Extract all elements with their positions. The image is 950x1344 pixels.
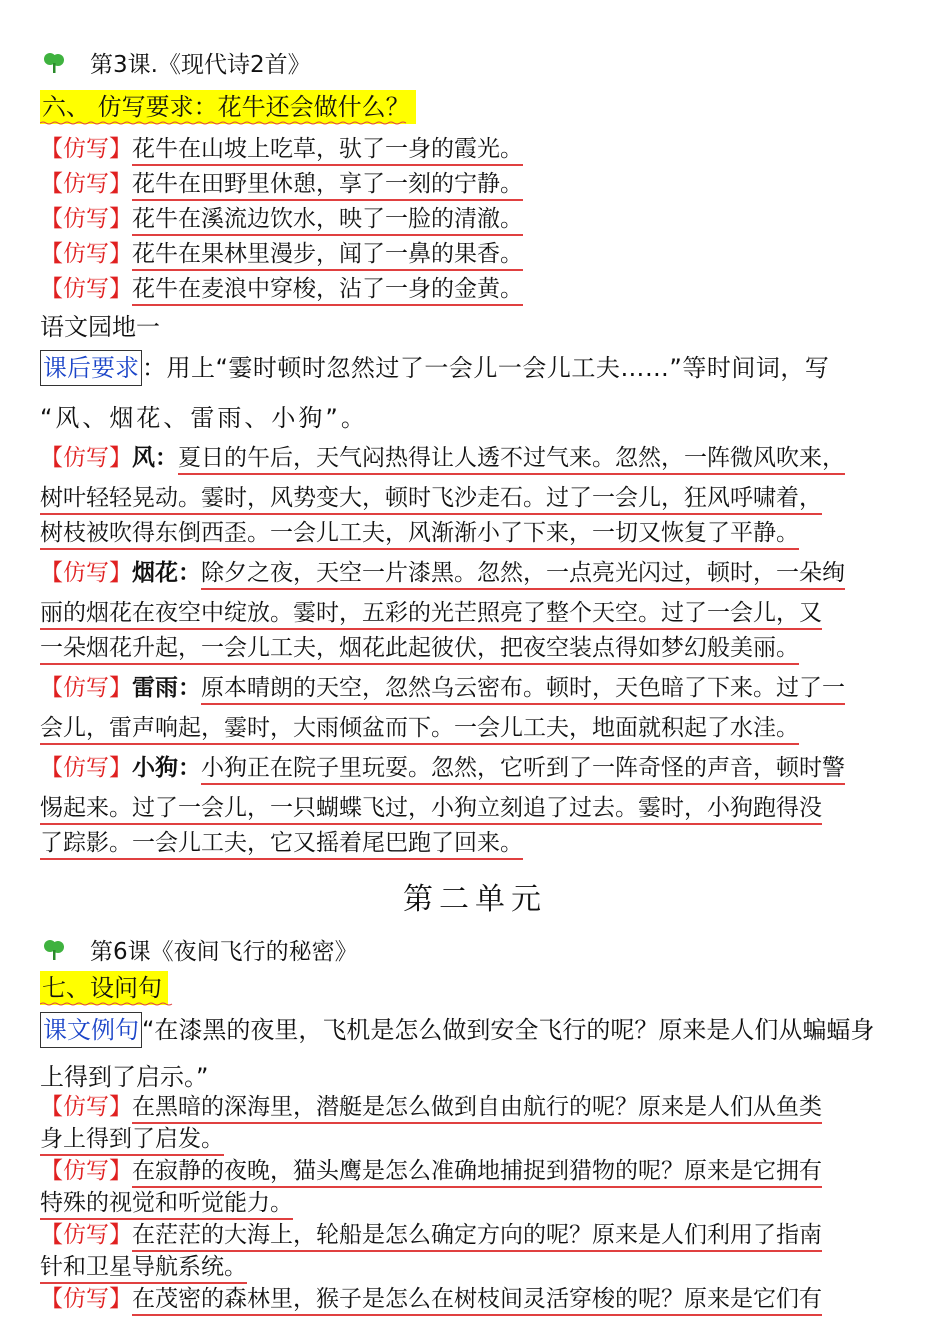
paragraph-text: 惕起来。过了一会儿，一只蝴蝶飞过，小狗立刻追了过去。霎时，小狗跑得没 (40, 795, 822, 825)
paragraph-line (40, 828, 523, 858)
paragraph-text: 原本晴朗的天空，忽然乌云密布。顿时，天色暗了下来。过了一 (201, 675, 845, 705)
paragraph-text: 夏日的午后，天气闷热得让人透不过气来。忽然，一阵微风吹来， (178, 445, 845, 475)
paragraph-line (40, 558, 845, 588)
section-heading-6: 六、 仿写要求：花牛还会做什么？ (40, 90, 416, 124)
paragraph-line (40, 673, 845, 703)
imitation-text: 花牛在山坡上吃草，驮了一身的霞光。 (132, 136, 523, 166)
example-line-2: 上得到了启示。” (40, 1063, 209, 1091)
imitation-tag: 【仿写】 (40, 276, 132, 302)
imitation-item (40, 274, 523, 304)
unit-title: 第二单元 (403, 882, 547, 917)
paragraph-text: 小狗正在院子里玩耍。忽然，它听到了一阵奇怪的声音，顿时警 (201, 755, 845, 785)
imitation-text: 在茂密的森林里，猴子是怎么在树枝间灵活穿梭的呢？原来是它们有 (132, 1286, 822, 1316)
paragraph-line (40, 483, 822, 513)
imitation-text: 在黑暗的深海里，潜艇是怎么做到自由航行的呢？原来是人们从鱼类 (132, 1094, 822, 1124)
imitation-item (40, 1092, 822, 1122)
imitation-item-cont (40, 1252, 247, 1282)
entry-name: 风： (132, 445, 178, 471)
entry-name: 烟花： (132, 560, 201, 586)
imitation-tag: 【仿写】 (40, 675, 132, 701)
paragraph-line (40, 518, 799, 548)
lesson-title-text: 第3课.《现代诗2首》 (90, 52, 311, 78)
imitation-item (40, 134, 523, 164)
imitation-tag: 【仿写】 (40, 560, 132, 586)
entry-name: 雷雨： (132, 675, 201, 701)
example-line-1 (40, 1010, 874, 1048)
paragraph-text: 会儿，雷声响起，霎时，大雨倾盆而下。一会儿工夫，地面就积起了水洼。 (40, 715, 799, 745)
imitation-text: 针和卫星导航系统。 (40, 1254, 247, 1284)
wavy-underline (40, 1002, 175, 1006)
imitation-tag: 【仿写】 (40, 136, 132, 162)
paragraph-text: 一朵烟花升起，一会儿工夫，烟花此起彼伏，把夜空装点得如梦幻般美丽。 (40, 635, 799, 665)
imitation-text: 花牛在果林里漫步，闻了一鼻的果香。 (132, 241, 523, 271)
example-text: “在漆黑的夜里，飞机是怎么做到安全飞行的呢？原来是人们从蝙蝠身 (142, 1016, 875, 1044)
section-title: 语文园地一 (40, 313, 160, 341)
imitation-text: 在茫茫的大海上，轮船是怎么确定方向的呢？原来是人们利用了指南 (132, 1222, 822, 1252)
paragraph-text: 树枝被吹得东倒西歪。一会儿工夫，风渐渐小了下来，一切又恢复了平静。 (40, 520, 799, 550)
imitation-text: 花牛在麦浪中穿梭，沾了一身的金黄。 (132, 276, 523, 306)
paragraph-text: 树叶轻轻晃动。霎时，风势变大，顿时飞沙走石。过了一会儿，狂风呼啸着， (40, 485, 822, 515)
entry-name: 小狗： (132, 755, 201, 781)
imitation-tag: 【仿写】 (40, 206, 132, 232)
imitation-item (40, 1284, 822, 1314)
imitation-item-cont (40, 1124, 224, 1154)
imitation-item (40, 204, 523, 234)
imitation-text: 在寂静的夜晚，猫头鹰是怎么准确地捕捉到猎物的呢？原来是它拥有 (132, 1158, 822, 1188)
paragraph-line (40, 753, 845, 783)
imitation-item-cont (40, 1188, 293, 1218)
requirement-text: ：用上“霎时顿时忽然过了一会儿一会儿工夫……”等时间词，写 (142, 354, 830, 382)
imitation-text: 特殊的视觉和听觉能力。 (40, 1190, 293, 1220)
imitation-tag: 【仿写】 (40, 1286, 132, 1312)
lesson-title-6 (42, 933, 358, 966)
paragraph-line (40, 633, 799, 663)
imitation-item (40, 1220, 822, 1250)
lesson-title-3 (42, 46, 311, 79)
paragraph-text: 除夕之夜，天空一片漆黑。忽然，一点亮光闪过，顿时，一朵绚 (201, 560, 845, 590)
paragraph-line (40, 598, 822, 628)
imitation-item (40, 1156, 822, 1186)
paragraph-text: 了踪影。一会儿工夫，它又摇着尾巴跑了回来。 (40, 830, 523, 860)
imitation-item (40, 169, 523, 199)
imitation-tag: 【仿写】 (40, 1222, 132, 1248)
lesson-title-text: 第6课《夜间飞行的秘密》 (90, 939, 358, 965)
paragraph-line (40, 443, 845, 473)
imitation-item (40, 239, 523, 269)
imitation-text: 花牛在溪流边饮水，映了一脸的清澈。 (132, 206, 523, 236)
example-label: 课文例句 (40, 1012, 142, 1048)
requirement-label: 课后要求 (40, 350, 142, 386)
paragraph-text: 丽的烟花在夜空中绽放。霎时，五彩的光芒照亮了整个天空。过了一会儿，又 (40, 600, 822, 630)
imitation-tag: 【仿写】 (40, 171, 132, 197)
imitation-tag: 【仿写】 (40, 241, 132, 267)
imitation-text: 花牛在田野里休憩，享了一刻的宁静。 (132, 171, 523, 201)
requirement-line-2: “风、烟花、雷雨、小狗”。 (40, 404, 368, 432)
requirement-line-1 (40, 348, 829, 386)
imitation-tag: 【仿写】 (40, 1094, 132, 1120)
imitation-text: 身上得到了启发。 (40, 1126, 224, 1156)
imitation-tag: 【仿写】 (40, 755, 132, 781)
wavy-underline (40, 121, 410, 125)
paragraph-line (40, 713, 799, 743)
tree-icon (42, 51, 66, 75)
section-heading-7: 七、设问句 (40, 971, 168, 1005)
tree-icon (42, 938, 66, 962)
imitation-tag: 【仿写】 (40, 445, 132, 471)
paragraph-line (40, 793, 822, 823)
imitation-tag: 【仿写】 (40, 1158, 132, 1184)
